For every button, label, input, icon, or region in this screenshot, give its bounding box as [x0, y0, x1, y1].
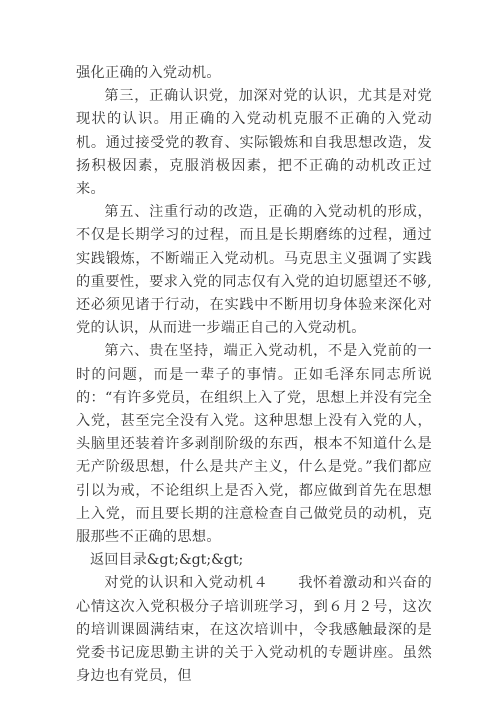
paragraph-third: 第三，正确认识党，加深对党的认识，尤其是对党现状的认识。用正确的入党动机克服不正确的入党动机。通过接受党的教育、实际锻炼和自我思想改造，发扬积极因素，克服消极因素，把不正确的动机改正过来。: [76, 88, 432, 198]
paragraph-fifth: 第五、注重行动的改造，正确的入党动机的形成，不仅是长期学习的过程，而且是长期磨练的过程，通过实践锻炼，不断端正入党动机。马克思主义强调了实践的重要性，要求入党的同志仅有入党的迫切愿望还不够,还必须见诸于行动，在实践中不断用切身体验来深化对党的认识，从而进一步端正自己的入党动机。: [76, 204, 432, 337]
paragraph-sixth: 第六、贵在坚持，端正入党动机，不是入党前的一时的问题，而是一辈子的事情。正如毛泽东同志所说的：“有许多党员，在组织上入了党，思想上并没有完全入党，甚至完全没有入党。这种思想上没有入党的人，头脑里还装着许多剥削阶级的东西，根本不知道什么是无产阶级思想，什么是共产主义，什么是党。”我们都应引以为戒，不论组织上是否入党，都应做到首先在思想上入党，而且要长期的注意检查自己做党员的动机，克服那些不正确的思想。: [76, 343, 432, 546]
paragraph-continuation: 强化正确的入党动机。: [76, 65, 221, 81]
paragraph-article-4: 对党的认识和入党动机４ 我怀着激动和兴奋的心情这次入党积极分子培训班学习，到６月２号，这次的培训课圆满结束，在这次培训中，令我感触最深的是党委书记庞思勤主讲的关于入党动机的专题讲座。虽然身边也有党员，但: [76, 575, 432, 685]
document-page: [76, 62, 432, 688]
back-to-contents-link[interactable]: 返回目录&gt;&gt;&gt;: [90, 552, 244, 569]
